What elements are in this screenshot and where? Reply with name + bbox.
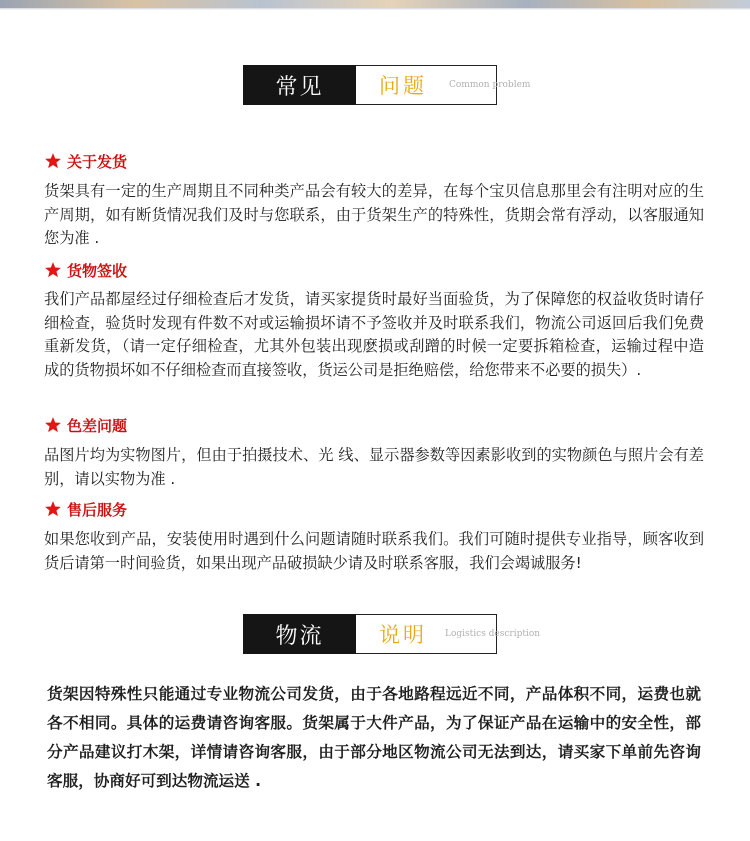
faq-heading-label: 关于发货 bbox=[67, 152, 128, 171]
faq-text-shipping: 货架具有一定的生产周期且不同种类产品会有较大的差异，在每个宝贝信息那里会有注明对应的生产周期，如有断货情况我们及时与您联系，由于货架生产的特殊性，货期会常有浮动，以客服通知您为准 . bbox=[44, 182, 704, 247]
faq-heading-label: 售后服务 bbox=[67, 500, 128, 519]
faq-title-main: 常见 bbox=[243, 65, 356, 105]
faq-heading-color bbox=[44, 413, 127, 437]
logistics-text: 货架因特殊性只能通过专业物流公司发货，由于各地路程远近不同，产品体积不同，运费也就各不相同。具体的运费请咨询客服。货架属于大件产品，为了保证产品在运输中的安全性，部分产品建议打木架，详情请咨询客服，由于部分地区物流公司无法到达，请买家下单前先咨询客服，协商好可到达物流运送 . bbox=[47, 685, 701, 790]
logistics-title-main: 物流 bbox=[243, 614, 356, 654]
faq-section-title bbox=[243, 65, 543, 105]
star-icon bbox=[44, 416, 62, 434]
top-banner-strip bbox=[0, 0, 750, 8]
faq-heading-label: 色差问题 bbox=[67, 416, 128, 435]
logistics-title-accent: 说明 bbox=[379, 623, 427, 647]
faq-title-english: Common problem bbox=[449, 80, 531, 90]
faq-title-accent: 问题 bbox=[379, 74, 427, 98]
faq-heading-aftersales bbox=[44, 497, 127, 521]
faq-heading-receipt bbox=[44, 258, 127, 282]
faq-text-aftersales: 如果您收到产品，安装使用时遇到什么问题请随时联系我们。我们可随时提供专业指导，顾客收到货后请第一时间验货，如果出现产品破损缺少请及时联系客服，我们会竭诚服务! bbox=[44, 530, 704, 572]
faq-text-color: 品图片均为实物图片，但由于拍摄技术、光 线、显示器参数等因素影收到的实物颜色与照片会有差别，请以实物为准 . bbox=[44, 446, 704, 488]
star-icon bbox=[44, 261, 62, 279]
faq-text-receipt: 我们产品都屋经过仔细检查后才发货，请买家提货时最好当面验货，为了保障您的权益收货时请仔细检查，验货时发现有件数不对或运输损坏请不予签收并及时联系我们，物流公司返回后我们免费重新发货，（请一定仔细检查，尤其外包装出现麽损或刮蹭的时候一定要拆箱检查，运输过程中造成的货物损坏如不仔细检查而直接签收，货运公司是拒绝赔偿，给您带来不必要的损失）. bbox=[44, 290, 704, 379]
logistics-title-english: Logistics description bbox=[445, 629, 541, 639]
faq-heading-shipping bbox=[44, 149, 127, 173]
logistics-section-title bbox=[243, 614, 563, 654]
star-icon bbox=[44, 152, 62, 170]
top-banner-shadow bbox=[0, 8, 750, 10]
star-icon bbox=[44, 500, 62, 518]
faq-heading-label: 货物签收 bbox=[67, 261, 128, 280]
